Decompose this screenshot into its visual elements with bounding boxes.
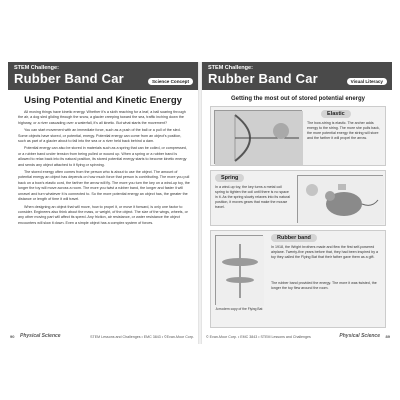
- article-body: [18, 110, 190, 228]
- paragraph: All moving things have kinetic energy. Whether it's a sloth reaching for a leaf, a ball soaring through the air, a dog sled gliding through the snow, a glacier creeping toward the sea, traffic inching down the highway, or a river cascading over a waterfall, it's all kinetic. But what starts the movement?: [18, 110, 186, 125]
- article-title: Using Potential and Kinetic Energy: [24, 95, 182, 106]
- spring-text: In a wind-up toy, the key turns a metal coil spring to tighten the coil until there is no space in it. As the spring slowly relaxes into its natural position, it moves gears that make the mouse travel.: [215, 185, 291, 209]
- wind-up-mouse-icon: [298, 176, 384, 224]
- left-footer: [8, 332, 198, 342]
- left-page-header: [8, 62, 198, 90]
- elastic-title: Elastic: [321, 110, 351, 118]
- right-page-header: [202, 62, 392, 90]
- flying-bat-caption: A modern copy of the Flying Bat: [215, 307, 263, 311]
- left-page: [8, 62, 198, 344]
- rubber-band-text-2: The rubber band provided the energy. The more it was twisted, the longer the toy flew around the room.: [271, 281, 377, 290]
- bow-and-arrow-icon: [215, 111, 303, 165]
- elastic-text: The bow-string is elastic. The archer adds energy to the string. The more she pulls back, the more potential energy the string will store and the farther it will propel the arrow.: [307, 121, 380, 140]
- paragraph: When designing an object that will move, how to propel it, or move it forward, is only one factor to consider. Engineers also think about the mass, or weight, of the object. The size of the wings, wheels, or any other moving part will affect its speed. Any friction, air resistance, or water resistance the object encounters will slow it down. Even a simple object has a complex system of forces.: [18, 204, 188, 225]
- paragraph: You can start movement with an immediate force, such as a push of the ball or a pull of the sled. Some objects have stored, or potential, energy. Potential energy can come from an object's position, such as part of a glacier about to fall into the sea or a river held back behind a dam.: [18, 128, 182, 144]
- footer-credit: STEM Lessons and Challenges • EMC 3843 • ©Evan-Moor Corp.: [90, 335, 194, 339]
- propeller-toy-icon: [216, 236, 264, 306]
- paragraph: Potential energy can also be stored in materials such as a spring that can be coiled, or compressed, or a rubber band under tension from being pulled or wound up. When a spring or a rubber band is allowed to relax back into its natural position, its stored potential energy starts to become kinetic energy and sends any object attached to it flying or spinning.: [18, 146, 187, 167]
- spring-section: [210, 170, 386, 226]
- wind-up-mouse-photo: [297, 175, 383, 223]
- footer-subject: Physical Science: [339, 333, 380, 339]
- footer-credit: © Evan-Moor Corp. • EMC 3843 • STEM Lessons and Challenges: [206, 335, 311, 339]
- rubber-band-section: [210, 230, 386, 328]
- book-spread: [8, 62, 392, 344]
- rubber-band-title: Rubber band: [271, 234, 317, 242]
- page-number: 90: [10, 334, 15, 339]
- left-section-tag: Science Concept: [148, 78, 193, 85]
- right-footer: [202, 332, 392, 342]
- left-kicker: STEM Challenge:: [14, 65, 59, 71]
- paragraph: The stored energy often comes from the person who is about to use the object. The amount of potential energy an object has depends on how much force that person is contributing. The more you pull back on a bow's elastic cord, the farther the arrow will fly. The more you turn the key on a wind-up toy, the longer the toy will move across a room. The more you twist a rubber band, the longer and faster it will unravel and turn whatever it is connected to. So the more potential energy an object has, the greater the distance or length of time it will travel.: [18, 170, 190, 202]
- archer-photo: [214, 110, 302, 164]
- left-page-title: Rubber Band Car: [14, 71, 124, 86]
- right-page: [202, 62, 392, 344]
- visual-title: Getting the most out of stored potential energy: [230, 96, 365, 102]
- spring-title: Spring: [215, 174, 244, 182]
- right-section-tag: Visual Literacy: [347, 78, 387, 85]
- right-page-title: Rubber Band Car: [208, 71, 318, 86]
- flying-bat-photo: [215, 235, 263, 305]
- page-number: 89: [385, 334, 390, 339]
- rubber-band-text-1: In 1918, the Wright brothers made and flew the first self-powered airplane. Twenty-five years before that, they had been inspired by a toy they called the Flying Bat that their father gave them as a gift.: [271, 245, 379, 259]
- right-kicker: STEM Challenge:: [208, 65, 253, 71]
- elastic-section: [210, 106, 386, 166]
- footer-subject: Physical Science: [20, 333, 61, 339]
